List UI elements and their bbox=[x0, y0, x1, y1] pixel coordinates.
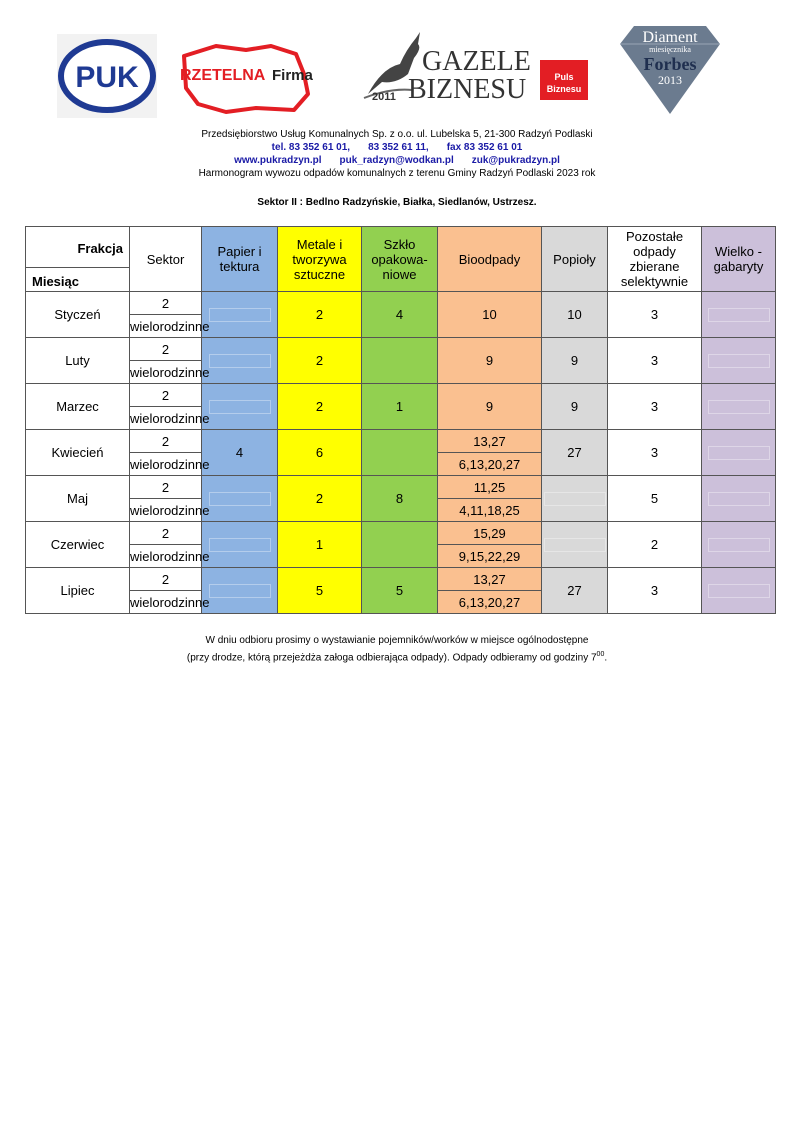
sektor-cell bbox=[130, 338, 202, 361]
cell-placeholder-box bbox=[209, 538, 271, 552]
miesiac-label: Miesiąc bbox=[32, 274, 79, 289]
sektor-sub-cell bbox=[130, 499, 210, 522]
table-row bbox=[26, 430, 776, 453]
pozostale-cell bbox=[608, 292, 702, 338]
cell-placeholder-box bbox=[708, 446, 770, 460]
wielko-cell bbox=[702, 292, 776, 338]
col-sektor: Sektor bbox=[130, 227, 202, 292]
metale-cell-value: 2 bbox=[315, 307, 324, 322]
popioly-cell bbox=[542, 568, 608, 614]
bio-cell-value: 13,27 bbox=[473, 433, 506, 449]
col-popioly: Popioły bbox=[542, 227, 608, 292]
gazele-biznesu-logo bbox=[362, 28, 592, 118]
bio-cell-value: 10 bbox=[482, 307, 497, 322]
col-szklo: Szkło opakowa-niowe bbox=[362, 227, 438, 292]
cell-placeholder-box bbox=[209, 400, 271, 414]
metale-cell-value: 6 bbox=[315, 445, 324, 460]
popioly-cell bbox=[542, 338, 608, 384]
bio-cell bbox=[438, 522, 542, 545]
pozostale-cell-value: 3 bbox=[650, 307, 659, 322]
schedule-table bbox=[25, 226, 776, 614]
rzetelna-text: RZETELNA bbox=[180, 67, 266, 84]
szklo-cell bbox=[362, 338, 438, 384]
sektor-cell-value: 2 bbox=[161, 525, 170, 541]
table-row bbox=[26, 292, 776, 315]
wielko-cell bbox=[702, 522, 776, 568]
sektor-sub-cell-value: wielorodzinne bbox=[130, 594, 210, 610]
szklo-cell-value: 8 bbox=[395, 491, 404, 506]
popioly-cell-value: 10 bbox=[567, 307, 582, 322]
cell-placeholder-box bbox=[544, 538, 606, 552]
cell-placeholder-box bbox=[708, 538, 770, 552]
sektor-cell bbox=[130, 522, 202, 545]
metale-cell-value: 1 bbox=[315, 537, 324, 552]
diament-forbes-logo bbox=[616, 24, 724, 116]
gazele-text: GAZELE bbox=[422, 46, 531, 77]
month-cell-value: Luty bbox=[65, 353, 90, 368]
papier-cell bbox=[202, 522, 278, 568]
bio-sub-cell bbox=[438, 453, 542, 476]
sektor-cell-value: 2 bbox=[161, 295, 170, 311]
bio-sub-cell-value: 6,13,20,27 bbox=[458, 456, 521, 472]
footer-note bbox=[0, 634, 794, 665]
popioly-cell bbox=[542, 522, 608, 568]
metale-cell bbox=[278, 384, 362, 430]
sektor-sub-cell-value: wielorodzinne bbox=[130, 502, 210, 518]
sektor-sub-cell-value: wielorodzinne bbox=[130, 410, 210, 426]
popioly-cell-value: 9 bbox=[570, 353, 579, 368]
col-metale: Metale i tworzywa sztuczne bbox=[278, 227, 362, 292]
table-row bbox=[26, 476, 776, 499]
sektor-cell-value: 2 bbox=[161, 433, 170, 449]
bio-sub-cell bbox=[438, 545, 542, 568]
pozostale-cell bbox=[608, 384, 702, 430]
puk-logo bbox=[57, 34, 157, 118]
sektor-sub-cell bbox=[130, 545, 210, 568]
popioly-cell-value: 27 bbox=[567, 583, 582, 598]
popioly-cell-value: 27 bbox=[567, 445, 582, 460]
sektor-cell bbox=[130, 430, 202, 453]
pozostale-cell bbox=[608, 430, 702, 476]
popioly-cell-value: 9 bbox=[570, 399, 579, 414]
forbes-text: Forbes bbox=[643, 54, 697, 74]
month-cell bbox=[26, 338, 130, 384]
table-row bbox=[26, 522, 776, 545]
sektor-sub-cell bbox=[130, 407, 210, 430]
popioly-cell bbox=[542, 384, 608, 430]
sektor-sub-cell bbox=[130, 315, 210, 338]
month-cell-value: Czerwiec bbox=[50, 537, 105, 552]
bio-sub-cell-value: 4,11,18,25 bbox=[459, 502, 520, 518]
pozostale-cell-value: 3 bbox=[650, 445, 659, 460]
bio-cell-value: 9 bbox=[485, 353, 494, 368]
cell-placeholder-box bbox=[209, 354, 271, 368]
month-cell-value: Maj bbox=[67, 491, 88, 506]
szklo-cell-value: 4 bbox=[395, 307, 404, 322]
szklo-cell bbox=[362, 476, 438, 522]
puls-text: Puls bbox=[554, 72, 574, 82]
website-link[interactable]: www.pukradzyn.pl bbox=[234, 155, 322, 166]
bio-cell bbox=[438, 568, 542, 591]
company-header bbox=[0, 128, 794, 180]
popioly-cell bbox=[542, 292, 608, 338]
bio-sub-cell-value: 9,15,22,29 bbox=[458, 548, 521, 564]
table-row bbox=[26, 384, 776, 407]
diament-text: Diament bbox=[642, 29, 698, 46]
sektor-cell-value: 2 bbox=[161, 479, 170, 495]
cell-placeholder-box bbox=[708, 354, 770, 368]
szklo-cell bbox=[362, 430, 438, 476]
metale-cell bbox=[278, 430, 362, 476]
pozostale-cell bbox=[608, 568, 702, 614]
sektor-cell bbox=[130, 384, 202, 407]
papier-cell bbox=[202, 430, 278, 476]
bio-cell-value: 11,25 bbox=[473, 479, 506, 495]
metale-cell-value: 2 bbox=[315, 353, 324, 368]
bio-cell bbox=[438, 384, 542, 430]
metale-cell-value: 2 bbox=[315, 399, 324, 414]
pozostale-cell-value: 3 bbox=[650, 399, 659, 414]
gazele-year: 2011 bbox=[372, 91, 396, 103]
schedule-title: Harmonogram wywozu odpadów komunalnych z terenu Gminy Radzyń Podlaski 2023 rok bbox=[198, 168, 596, 179]
cell-placeholder-box bbox=[708, 492, 770, 506]
sektor-sub-cell bbox=[130, 453, 210, 476]
wielko-cell bbox=[702, 338, 776, 384]
month-cell bbox=[26, 568, 130, 614]
company-address: Przedsiębiorstwo Usług Komunalnych Sp. z o.o. ul. Lubelska 5, 21-300 Radzyń Podlaski bbox=[201, 129, 593, 140]
wielko-cell bbox=[702, 430, 776, 476]
metale-cell bbox=[278, 292, 362, 338]
bio-cell bbox=[438, 338, 542, 384]
bio-sub-cell-value: 6,13,20,27 bbox=[458, 594, 521, 610]
papier-cell bbox=[202, 338, 278, 384]
papier-cell bbox=[202, 292, 278, 338]
firma-text: Firma bbox=[272, 67, 313, 84]
szklo-cell bbox=[362, 522, 438, 568]
month-cell bbox=[26, 384, 130, 430]
pozostale-cell-value: 3 bbox=[650, 583, 659, 598]
popioly-cell bbox=[542, 476, 608, 522]
month-cell-value: Marzec bbox=[56, 399, 99, 414]
popioly-cell bbox=[542, 430, 608, 476]
pozostale-cell bbox=[608, 338, 702, 384]
col-papier: Papier i tektura bbox=[202, 227, 278, 292]
cell-placeholder-box bbox=[209, 584, 271, 598]
sektor-sub-cell bbox=[130, 591, 210, 614]
email-link-1[interactable]: puk_radzyn@wodkan.pl bbox=[339, 155, 454, 166]
logos-bar bbox=[0, 22, 794, 112]
biznesu-text: BIZNESU bbox=[408, 74, 527, 105]
papier-cell bbox=[202, 476, 278, 522]
sektor-cell-value: 2 bbox=[161, 387, 170, 403]
szklo-cell bbox=[362, 384, 438, 430]
szklo-cell-value: 5 bbox=[395, 583, 404, 598]
month-cell-value: Styczeń bbox=[54, 307, 101, 322]
sektor-sub-cell-value: wielorodzinne bbox=[130, 548, 210, 564]
biznesu-small-text: Biznesu bbox=[546, 84, 582, 94]
bio-cell-value: 9 bbox=[485, 399, 494, 414]
sektor-cell-value: 2 bbox=[161, 341, 170, 357]
phone-line bbox=[0, 141, 794, 154]
col-wielkogabaryty: Wielko - gabaryty bbox=[702, 227, 776, 292]
footer-line-2-text: (przy drodze, którą przejeżdża załoga odbierająca odpady). Odpady odbieramy od godziny 7 bbox=[186, 652, 597, 664]
miesiecznika-text: miesięcznika bbox=[649, 45, 691, 54]
sektor-title: Sektor II : Bedlno Radzyńskie, Białka, Siedlanów, Ustrzesz. bbox=[257, 197, 537, 208]
rzetelna-firma-logo bbox=[176, 44, 326, 114]
metale-cell-value: 5 bbox=[315, 583, 324, 598]
cell-placeholder-box bbox=[708, 584, 770, 598]
phone-2: 83 352 61 11, bbox=[368, 142, 429, 153]
sektor-cell bbox=[130, 568, 202, 591]
frakcja-label: Frakcja bbox=[77, 241, 123, 256]
sektor-cell bbox=[130, 476, 202, 499]
wielko-cell bbox=[702, 476, 776, 522]
papier-cell bbox=[202, 568, 278, 614]
col-pozostale: Pozostałe odpady zbierane selektywnie bbox=[608, 227, 702, 292]
bio-sub-cell bbox=[438, 591, 542, 614]
wielko-cell bbox=[702, 568, 776, 614]
cell-placeholder-box bbox=[544, 492, 606, 506]
bio-sub-cell bbox=[438, 499, 542, 522]
papier-cell bbox=[202, 384, 278, 430]
table-row bbox=[26, 568, 776, 591]
sektor-sub-cell-value: wielorodzinne bbox=[130, 364, 210, 380]
cell-placeholder-box bbox=[708, 400, 770, 414]
header-row bbox=[26, 227, 776, 292]
wielko-cell bbox=[702, 384, 776, 430]
metale-cell bbox=[278, 522, 362, 568]
month-cell-value: Lipiec bbox=[60, 583, 95, 598]
sektor-cell bbox=[130, 292, 202, 315]
pozostale-cell-value: 2 bbox=[650, 537, 659, 552]
pozostale-cell-value: 5 bbox=[650, 491, 659, 506]
bio-cell bbox=[438, 430, 542, 453]
pozostale-cell-value: 3 bbox=[650, 353, 659, 368]
metale-cell-value: 2 bbox=[315, 491, 324, 506]
cell-placeholder-box bbox=[708, 308, 770, 322]
szklo-cell bbox=[362, 292, 438, 338]
metale-cell bbox=[278, 568, 362, 614]
cell-placeholder-box bbox=[209, 308, 271, 322]
cell-placeholder-box bbox=[209, 492, 271, 506]
month-cell bbox=[26, 430, 130, 476]
diament-year: 2013 bbox=[658, 73, 682, 87]
puk-logo-text: PUK bbox=[75, 61, 139, 94]
footer-time-sup: 00 bbox=[596, 651, 605, 658]
footer-line-2 bbox=[0, 648, 794, 665]
month-cell bbox=[26, 476, 130, 522]
bio-cell-value: 13,27 bbox=[473, 571, 506, 587]
footer-end: . bbox=[604, 652, 608, 664]
month-cell-value: Kwiecień bbox=[51, 445, 104, 460]
bio-cell bbox=[438, 292, 542, 338]
papier-cell-value: 4 bbox=[235, 445, 244, 460]
sektor-sub-cell-value: wielorodzinne bbox=[130, 456, 210, 472]
szklo-cell bbox=[362, 568, 438, 614]
szklo-cell-value: 1 bbox=[395, 399, 404, 414]
metale-cell bbox=[278, 338, 362, 384]
bio-cell-value: 15,29 bbox=[473, 525, 506, 541]
email-link-2[interactable]: zuk@pukradzyn.pl bbox=[471, 155, 560, 166]
fax: fax 83 352 61 01 bbox=[446, 142, 523, 153]
pozostale-cell bbox=[608, 476, 702, 522]
web-line bbox=[0, 154, 794, 167]
col-bioodpady: Bioodpady bbox=[438, 227, 542, 292]
corner-cell bbox=[26, 227, 130, 292]
bio-cell bbox=[438, 476, 542, 499]
sektor-sub-cell-value: wielorodzinne bbox=[130, 318, 210, 334]
metale-cell bbox=[278, 476, 362, 522]
month-cell bbox=[26, 292, 130, 338]
sektor-cell-value: 2 bbox=[161, 571, 170, 587]
month-cell bbox=[26, 522, 130, 568]
phone-1: tel. 83 352 61 01, bbox=[271, 142, 351, 153]
table-row bbox=[26, 338, 776, 361]
sektor-sub-cell bbox=[130, 361, 210, 384]
footer-line-1: W dniu odbioru prosimy o wystawianie pojemników/worków w miejsce ogólnodostępne bbox=[205, 635, 589, 646]
pozostale-cell bbox=[608, 522, 702, 568]
